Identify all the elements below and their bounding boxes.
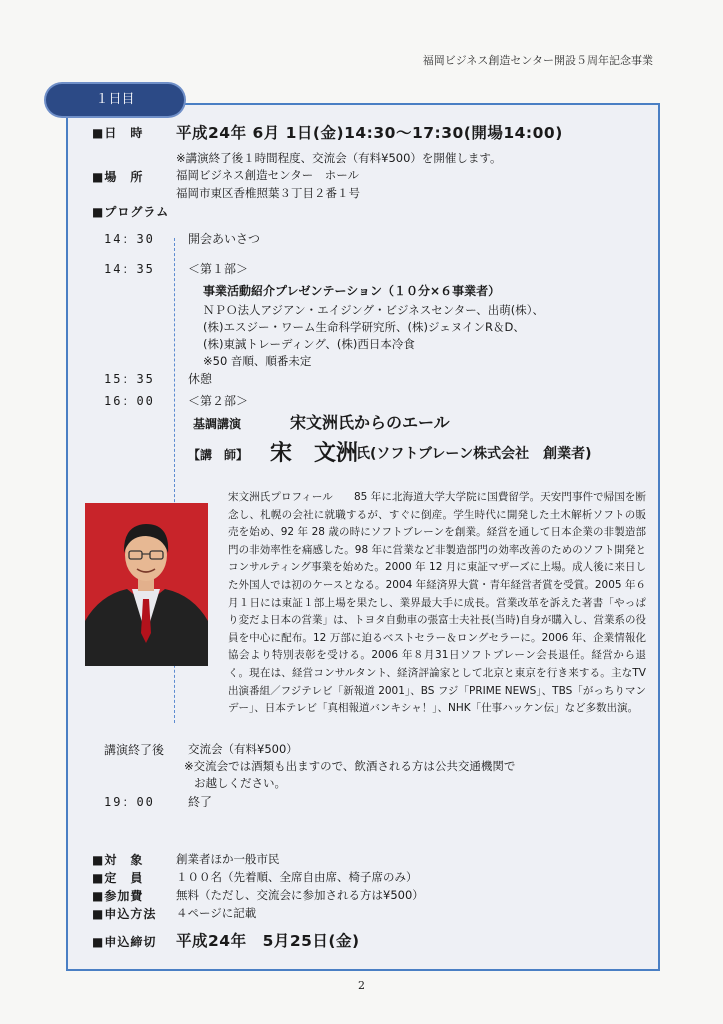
networking-note-2: お越しください。 [194, 776, 286, 790]
place-line1: 福岡ビジネス創造センター ホール [176, 168, 359, 182]
networking-note-1: ※交流会では酒類も出ますので、飲酒される方は公共交通機関で [184, 759, 516, 773]
company-line-2: (株)エスジー・ワーム生命科学研究所、(株)ジェヌインR＆D、 [203, 320, 525, 334]
part1-title: 事業活動紹介プレゼンテーション（１０分×６事業者） [203, 284, 501, 298]
after-lecture-label: 講演終了後 [104, 743, 165, 757]
break-label: 休憩 [188, 372, 213, 386]
company-line-1: ＮＰＯ法人アジアン・エイジング・ビジネスセンター、出萌(株）、 [203, 303, 545, 317]
page-number: 2 [358, 979, 365, 992]
time-1600: 16：00 [104, 394, 155, 408]
target-label: ■対 象 [92, 853, 144, 867]
lecturer-affiliation: 氏(ソフトブレーン株式会社 創業者) [356, 446, 592, 462]
target-value: 創業者ほか一般市民 [176, 852, 280, 866]
time-1435: 14：35 [104, 262, 155, 276]
capacity-label: ■定 員 [92, 871, 144, 885]
time-1900: 19：00 [104, 795, 155, 809]
place-label: ■場 所 [92, 170, 144, 184]
speaker-profile: 宋文洲氏プロフィール 85 年に北海道大学大学院に国費留学。天安門事件で帰国を断念し、札幌の会社に就職するが、すぐに倒産。学生時代に開発した土木解析ソフトの販売を始め、92 年 28 歳の時にソフトブレーンを創業。経営を通して日本企業の非製造部門の非効率性を痛感した。98 年に営業など非製造部門の効率改善のためのソフト開発とコンサルティング事業を始めた。2000 年 12 月に東証マザーズに上場。成人後に来日した外国人では初のケースとなる。2004 年経済界大賞・青年経営者賞を受賞。2005 年６月１日には東証１部上場を果たし、業界最大手に成長。営業改革を訴えた著書「やっぱり変だよ日本の営業」は、トヨタ自動車の張富士夫社長(当時)自身が購入し、営業系の役員を中心に配布。12 万部に迫るベストセラー＆ロングセラーに。2006 年、企業情報化協会より特別表彰を受ける。2006 年８月31日ソフトブレーン会長退任。経営から退く。現在は、経営コンサルタント、経済評論家として北京と東京を行き来する。主なTV出演番組／フジテレビ「新報道 2001」、BS フジ「PRIME NEWS」、TBS「がっちりマンデー」、日本テレビ「真相報道バンキシャ！」、NHK「仕事ハッケン伝」など多数出演。 [228, 491, 646, 715]
capacity-value: １００名（先着順、全席自由席、椅子席のみ） [176, 870, 418, 884]
lecturer-name: 宋 文洲 [270, 441, 359, 466]
datetime-value: 平成24年 6月 1日(金)14:30〜17:30(開場14:00) [176, 124, 563, 142]
company-line-3: (株)東誠トレーディング、(株)西日本冷食 [203, 337, 415, 351]
page-header: 福岡ビジネス創造センター開設５周年記念事業 [422, 54, 653, 67]
time-1430: 14：30 [104, 232, 155, 246]
order-note: ※50 音順、順番未定 [203, 354, 312, 368]
program-label: ■プログラム [92, 205, 170, 219]
opening-greeting: 開会あいさつ [188, 232, 261, 246]
part2-label: ＜第２部＞ [188, 394, 249, 408]
networking-title: 交流会（有料¥500） [188, 742, 298, 756]
apply-method-label: ■申込方法 [92, 907, 157, 921]
datetime-label: ■日 時 [92, 126, 144, 140]
part1-label: ＜第１部＞ [188, 262, 249, 276]
place-line2: 福岡市東区香椎照葉３丁目２番１号 [176, 186, 360, 200]
lecturer-label: 【講 師】 [188, 448, 249, 462]
day-label: １日目 [46, 84, 184, 116]
apply-method-value: ４ページに記載 [176, 906, 257, 920]
time-1535: 15：35 [104, 372, 155, 386]
end-label: 終了 [188, 795, 213, 809]
speaker-photo [85, 503, 208, 666]
deadline-value: 平成24年 5月25日(金) [176, 932, 360, 950]
keynote-title: 宋文洲氏からのエール [290, 413, 450, 432]
fee-value: 無料（ただし、交流会に参加される方は¥500） [176, 888, 424, 902]
keynote-label: 基調講演 [193, 417, 242, 431]
fee-label: ■参加費 [92, 889, 144, 903]
datetime-note: ※講演終了後１時間程度、交流会（有料¥500）を開催します。 [176, 151, 502, 165]
deadline-label: ■申込締切 [92, 935, 157, 949]
